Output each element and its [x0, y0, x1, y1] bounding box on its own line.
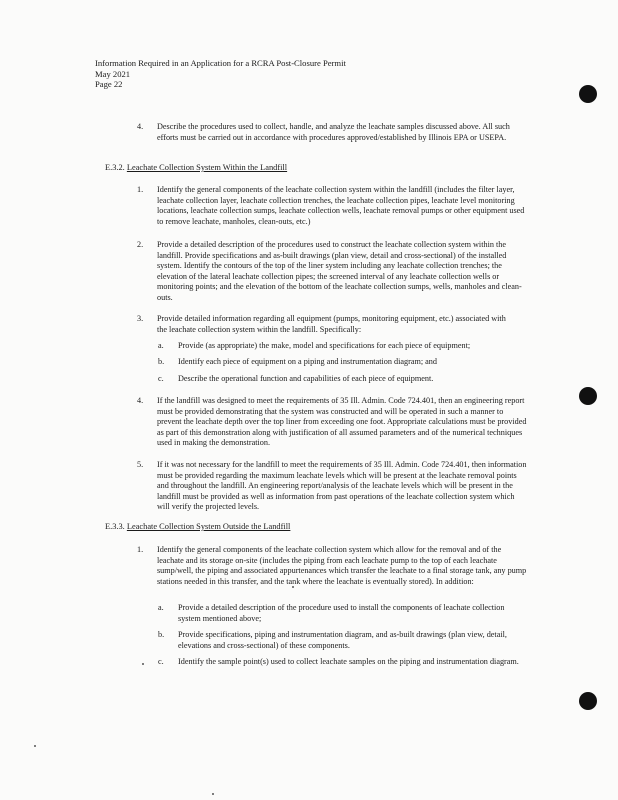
section-title: Leachate Collection System Outside the Landfill [126, 522, 291, 531]
item-text: Identify the general components of the leachate collection system which allow for the removal and of the leachate and its storage on-site (includes the piping from each leachate pump to the top of each leachate sump/well, the piping and associated appurtenances which transfer the leachate to a final storage tank, any pump stations needed in this transfer, and the tank where the leachate is eventually stored). In addition: [157, 545, 527, 586]
subitem-letter: b. [158, 630, 165, 639]
item-text: Provide a detailed description of the procedures used to construct the leachate collection system within the landfill. Provide specifications and as-built drawings (plan view, detail and cross-sectional) of the installed system. Identify the contours of the top of the liner system including any leachate collection trenches; the elevation of the lateral leachate collection pipes; the screened interval of any leachate collection wells or monitoring points; and the elevation of the bottom of the leachate collection sumps, wells, manholes and clean-outs. [157, 240, 522, 302]
item-text: Provide detailed information regarding all equipment (pumps, monitoring equipment, etc.) associated with the leachate collection system within the landfill. Specifically: [157, 314, 506, 334]
page-header [95, 58, 346, 90]
punch-hole-top [579, 85, 597, 103]
punch-hole-bottom [579, 692, 597, 710]
section-number: E.3.3. [105, 522, 125, 531]
item-number: 4. [137, 122, 144, 131]
scan-speck [292, 586, 294, 588]
section-number: E.3.2. [105, 163, 125, 172]
scan-speck [212, 793, 214, 795]
header-date: May 2021 [95, 68, 131, 79]
subitem-letter: b. [158, 357, 165, 366]
scan-speck [34, 745, 36, 747]
subitem-letter: a. [158, 603, 164, 612]
header-page-number: Page 22 [95, 79, 123, 89]
header-title: Information Required in an Application for a RCRA Post-Closure Permit [95, 58, 346, 68]
scan-speck [142, 663, 144, 665]
subitem-text: Provide specifications, piping and instrumentation diagram, and as-built drawings (plan view, detail, elevations and cross-sectional) of these components. [178, 630, 507, 650]
section-title: Leachate Collection System Within the Landfill [126, 163, 288, 172]
item-number: 4. [137, 396, 144, 405]
item-text: If the landfill was designed to meet the requirements of 35 Ill. Admin. Code 724.401, then an engineering report must be provided demonstrating that the system was constructed and will be operated in such a manner to prevent the leachate depth over the top liner from exceeding one foot. Appropriate calculations must be provided as part of this demonstration along with justification of all assumed parameters and of the numerical techniques used in making the demonstration. [157, 396, 527, 448]
item-number: 2. [137, 240, 144, 249]
subitem-text: Provide a detailed description of the procedure used to install the components of leachate collection system mentioned above; [178, 603, 505, 623]
subitem-letter: c. [158, 374, 164, 383]
section-heading-e33 [105, 522, 290, 531]
subitem-letter: c. [158, 657, 164, 666]
item-number: 1. [137, 185, 144, 194]
item-text: Identify the general components of the leachate collection system within the landfill (includes the filter layer, leachate collection layer, leachate collection trenches, the leachate collection pipes, leachate level monitoring locations, leachate collection sumps, leachate collection wells, leachate removal pumps or other equipment used to remove leachate, manholes, clean-outs, etc.) [157, 185, 525, 226]
subitem-text: Describe the operational function and capabilities of each piece of equipment. [178, 374, 434, 383]
item-number: 3. [137, 314, 144, 323]
subitem-text: Identify each piece of equipment on a piping and instrumentation diagram; and [178, 357, 437, 366]
item-text: If it was not necessary for the landfill to meet the requirements of 35 Ill. Admin. Code 724.401, then information must be provided regarding the maximum leachate levels which will be present at the leachate removal points and throughout the landfill. An engineering report/analysis of the leachate levels which will be present in the landfill must be provided as well as information from past operations of the leachate collection system which will verify the projected levels. [157, 460, 527, 512]
subitem-text: Provide (as appropriate) the make, model and specifications for each piece of equipment; [178, 341, 471, 350]
item-number: 1. [137, 545, 144, 554]
section-heading-e32 [105, 163, 287, 172]
item-text: Describe the procedures used to collect, handle, and analyze the leachate samples discussed above. All such efforts must be carried out in accordance with procedures approved/established by Illinois EPA or USEPA. [157, 122, 510, 142]
item-number: 5. [137, 460, 144, 469]
subitem-letter: a. [158, 341, 164, 350]
punch-hole-middle [579, 387, 597, 405]
subitem-text: Identify the sample point(s) used to collect leachate samples on the piping and instrumentation diagram. [178, 657, 519, 666]
